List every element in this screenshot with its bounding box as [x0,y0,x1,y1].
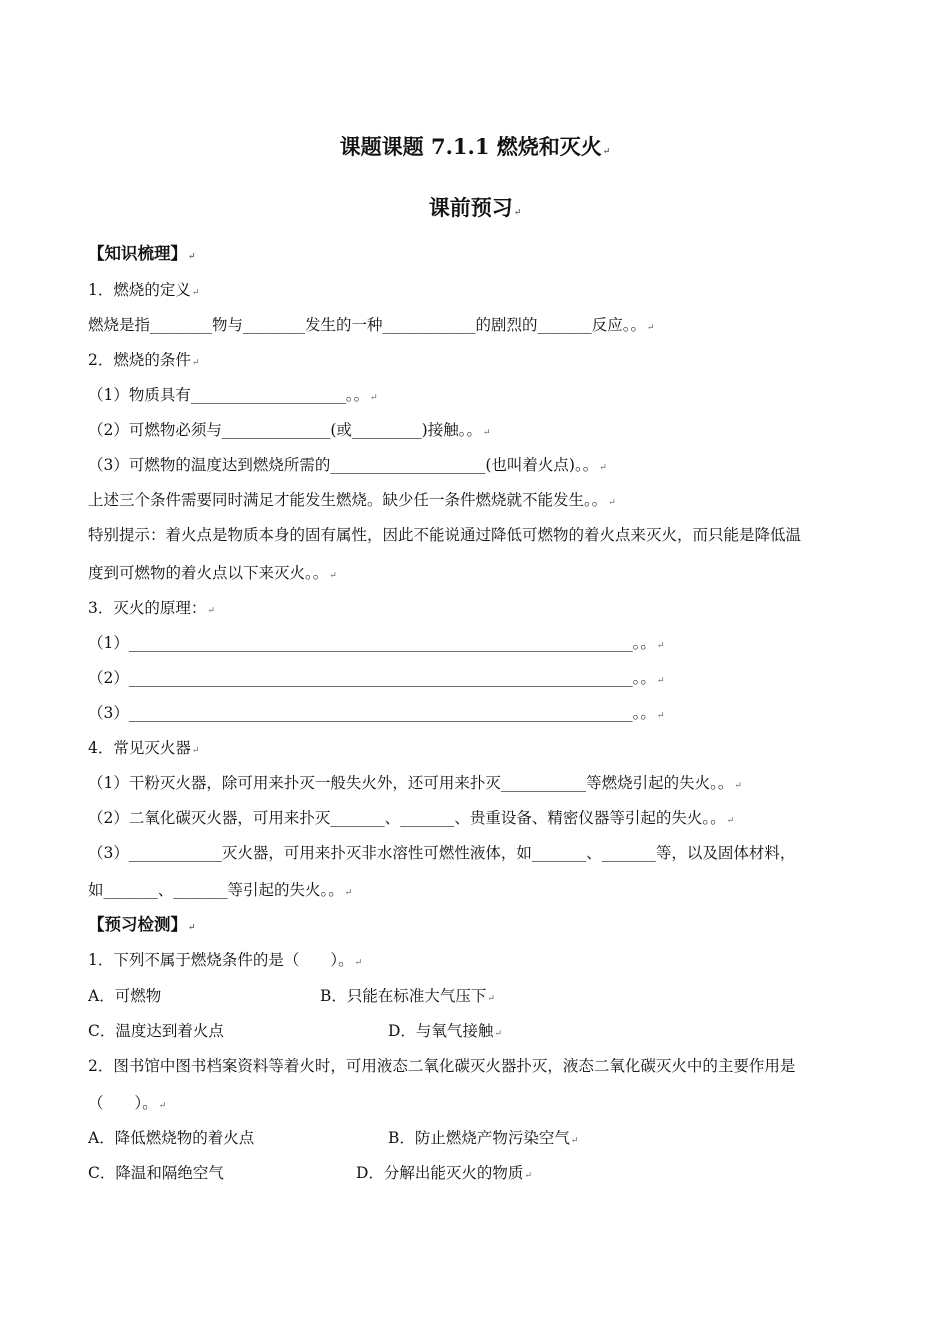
question-2-stem-cont: （ ）。↵ [88,1094,167,1112]
return-mark: ↵ [608,498,616,508]
return-mark: ↵ [329,571,337,581]
text-line: 燃烧是指________物与________发生的一种____________的剧烈的_______反应。。↵ [88,316,655,334]
return-mark: ↵ [494,1029,502,1039]
text-line: （3）_________________________________________________________________。。↵ [88,704,665,722]
return-mark: ↵ [513,208,522,218]
return-mark: ↵ [482,428,491,438]
option-a: A．可燃物 [88,987,162,1005]
text-line: （1）干粉灭火器，除可用来扑灭一般失火外，还可用来扑灭___________等燃烧引起的失火。。↵ [88,774,742,792]
return-mark: ↵ [656,676,665,686]
return-mark: ↵ [344,888,353,898]
return-mark: ↵ [734,781,742,791]
option-b: B．防止燃烧产物污染空气 [388,1129,570,1147]
return-mark: ↵ [354,958,363,968]
text-line: （1）_________________________________________________________________。。↵ [88,634,665,652]
subtitle-text: 课前预习 [428,195,513,220]
return-mark: ↵ [158,1101,167,1111]
text-line: 上述三个条件需要同时满足才能发生燃烧。缺少任一条件燃烧就不能发生。。↵ [88,491,616,509]
return-mark: ↵ [570,1136,579,1146]
section-heading-check: 【预习检测】↵ [88,915,196,934]
return-mark: ↵ [188,252,196,262]
text-line: 2．燃烧的条件↵ [88,351,200,369]
text-line: （2）可燃物必须与______________(或_________)接触。。↵ [88,421,491,439]
question-2-options-row1 [88,1127,578,1152]
page-title [0,131,950,161]
option-c: C．温度达到着火点 [88,1022,224,1040]
return-mark: ↵ [207,606,215,616]
text-line: （2）二氧化碳灭火器，可用来扑灭_______、_______、贵重设备、精密仪器等引起的失火。。↵ [88,809,735,827]
return-mark: ↵ [656,641,665,651]
title-text: 课题课题 7.1.1 燃烧和灭火 [339,134,602,159]
question-1-options-row1 [88,985,495,1010]
return-mark: ↵ [191,288,200,298]
text-line: 特别提示：着火点是物质本身的固有属性，因此不能说通过降低可燃物的着火点来灭火，而只能是降低温 [88,526,802,544]
return-mark: ↵ [647,323,655,333]
return-mark: ↵ [370,393,378,403]
return-mark: ↵ [487,994,495,1004]
option-a: A．降低燃烧物的着火点 [88,1129,255,1147]
return-mark: ↵ [191,358,200,368]
option-b: B．只能在标准大气压下 [320,987,487,1005]
question-1-options-row2 [88,1020,502,1045]
text-line: （3）____________灭火器，可用来扑灭非水溶性可燃性液体，如_______、_______等，以及固体材料， [88,844,796,862]
text-line: （3）可燃物的温度达到燃烧所需的____________________(也叫着火点)。。↵ [88,456,607,474]
text-line: （1）物质具有____________________。。↵ [88,386,378,404]
question-2-stem: 2．图书馆中图书档案资料等着火时，可用液态二氧化碳灭火器扑灭，液态二氧化碳灭火中的主要作用是 [88,1057,796,1075]
return-mark: ↵ [191,746,200,756]
text-line: （2）_________________________________________________________________。。↵ [88,669,665,687]
option-c: C．降温和隔绝空气 [88,1164,224,1182]
text-line: 1．燃烧的定义↵ [88,281,200,299]
option-d: D．与氧气接触 [388,1022,494,1040]
section-heading-knowledge: 【知识梳理】↵ [88,244,196,263]
return-mark: ↵ [602,147,611,157]
text-line: 4．常见灭火器↵ [88,739,200,757]
return-mark: ↵ [188,923,196,933]
return-mark: ↵ [656,711,665,721]
question-2-options-row2 [88,1162,532,1187]
page-subtitle [0,192,950,222]
text-line: 度到可燃物的着火点以下来灭火。。↵ [88,564,337,582]
return-mark: ↵ [726,816,735,826]
option-d: D．分解出能灭火的物质 [356,1164,524,1182]
question-1-stem: 1．下列不属于燃烧条件的是（ ）。↵ [88,951,363,969]
text-line: 3．灭火的原理：↵ [88,599,215,617]
text-line: 如_______、_______等引起的失火。。↵ [88,881,353,899]
return-mark: ↵ [524,1171,532,1181]
return-mark: ↵ [599,463,607,473]
